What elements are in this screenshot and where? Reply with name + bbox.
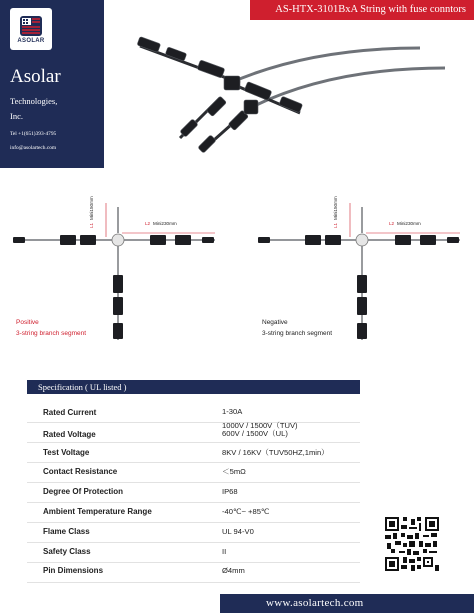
asolar-logo-icon: [19, 15, 43, 37]
positive-l1-label: L1: [89, 222, 94, 228]
positive-diagram: [10, 195, 225, 345]
positive-caption-1: Positive: [16, 319, 39, 326]
email-text: info@asolartech.com: [10, 145, 57, 151]
negative-caption-1: Negative: [262, 319, 288, 326]
spec-label: Pin Dimensions: [43, 566, 104, 575]
spec-row: [27, 542, 360, 563]
spec-value: ＜5mΩ: [222, 467, 246, 476]
spec-label: Rated Current: [43, 408, 97, 417]
spec-label: Flame Class: [43, 527, 90, 536]
spec-label: Test Voltage: [43, 448, 90, 457]
spec-label: Ambient Temperature Range: [43, 507, 152, 516]
spec-row: [27, 462, 360, 483]
spec-value: 1-30A: [222, 407, 243, 416]
company-sidebar: [0, 0, 104, 168]
negative-l1-min: Mini150mm: [333, 196, 338, 220]
spec-label: Contact Resistance: [43, 467, 118, 476]
negative-l1-label: L1: [333, 222, 338, 228]
positive-l2-min: Mini230mm: [153, 221, 177, 226]
spec-row: [27, 422, 360, 443]
product-photo: [120, 28, 450, 168]
positive-caption-2: 3-string branch segment: [16, 330, 87, 337]
spec-header: Specification ( UL listed ): [27, 380, 360, 394]
spec-label: Degree Of Protection: [43, 487, 124, 496]
spec-value: IP68: [222, 487, 238, 496]
footer-website[interactable]: www.asolartech.com: [220, 594, 474, 613]
spec-row: [27, 522, 360, 543]
spec-row: [27, 402, 360, 423]
product-title-banner: AS-HTX-3101BxA String with fuse conntors: [250, 0, 474, 20]
asolar-logo: [10, 8, 52, 50]
brand-line-2: Technologies,: [10, 96, 58, 106]
spec-label: Safety Class: [43, 547, 91, 556]
spec-row: [27, 502, 360, 523]
logo-text: ASOLAR: [17, 37, 45, 44]
phone-text: Tel +1(651)393-4795: [10, 131, 57, 137]
qr-code-icon: [385, 517, 439, 571]
spec-row: [27, 562, 360, 583]
spec-row: [27, 442, 360, 463]
positive-l2-label: L2: [145, 221, 151, 226]
brand-name: Asolar: [10, 66, 61, 87]
negative-l2-label: L2: [389, 221, 395, 226]
spec-value-2: 600V / 1500V（UL): [222, 429, 288, 438]
spec-row: [27, 482, 360, 503]
spec-value: Ø4mm: [222, 566, 245, 575]
spec-value: II: [222, 547, 227, 556]
spec-label: Rated Voltage: [43, 430, 96, 439]
spec-value: -40℃~ +85℃: [222, 507, 270, 516]
spec-value: UL 94-V0: [222, 527, 254, 536]
spec-value: 1000V / 1500V（TUV): [222, 421, 298, 430]
negative-caption-2: 3-string branch segment: [262, 330, 333, 337]
negative-l2-min: Mini230mm: [397, 221, 421, 226]
brand-line-3: Inc.: [10, 111, 23, 121]
spec-value: 8KV / 16KV（TUV50HZ,1min）: [222, 448, 329, 457]
positive-l1-min: Mini150mm: [89, 196, 94, 220]
